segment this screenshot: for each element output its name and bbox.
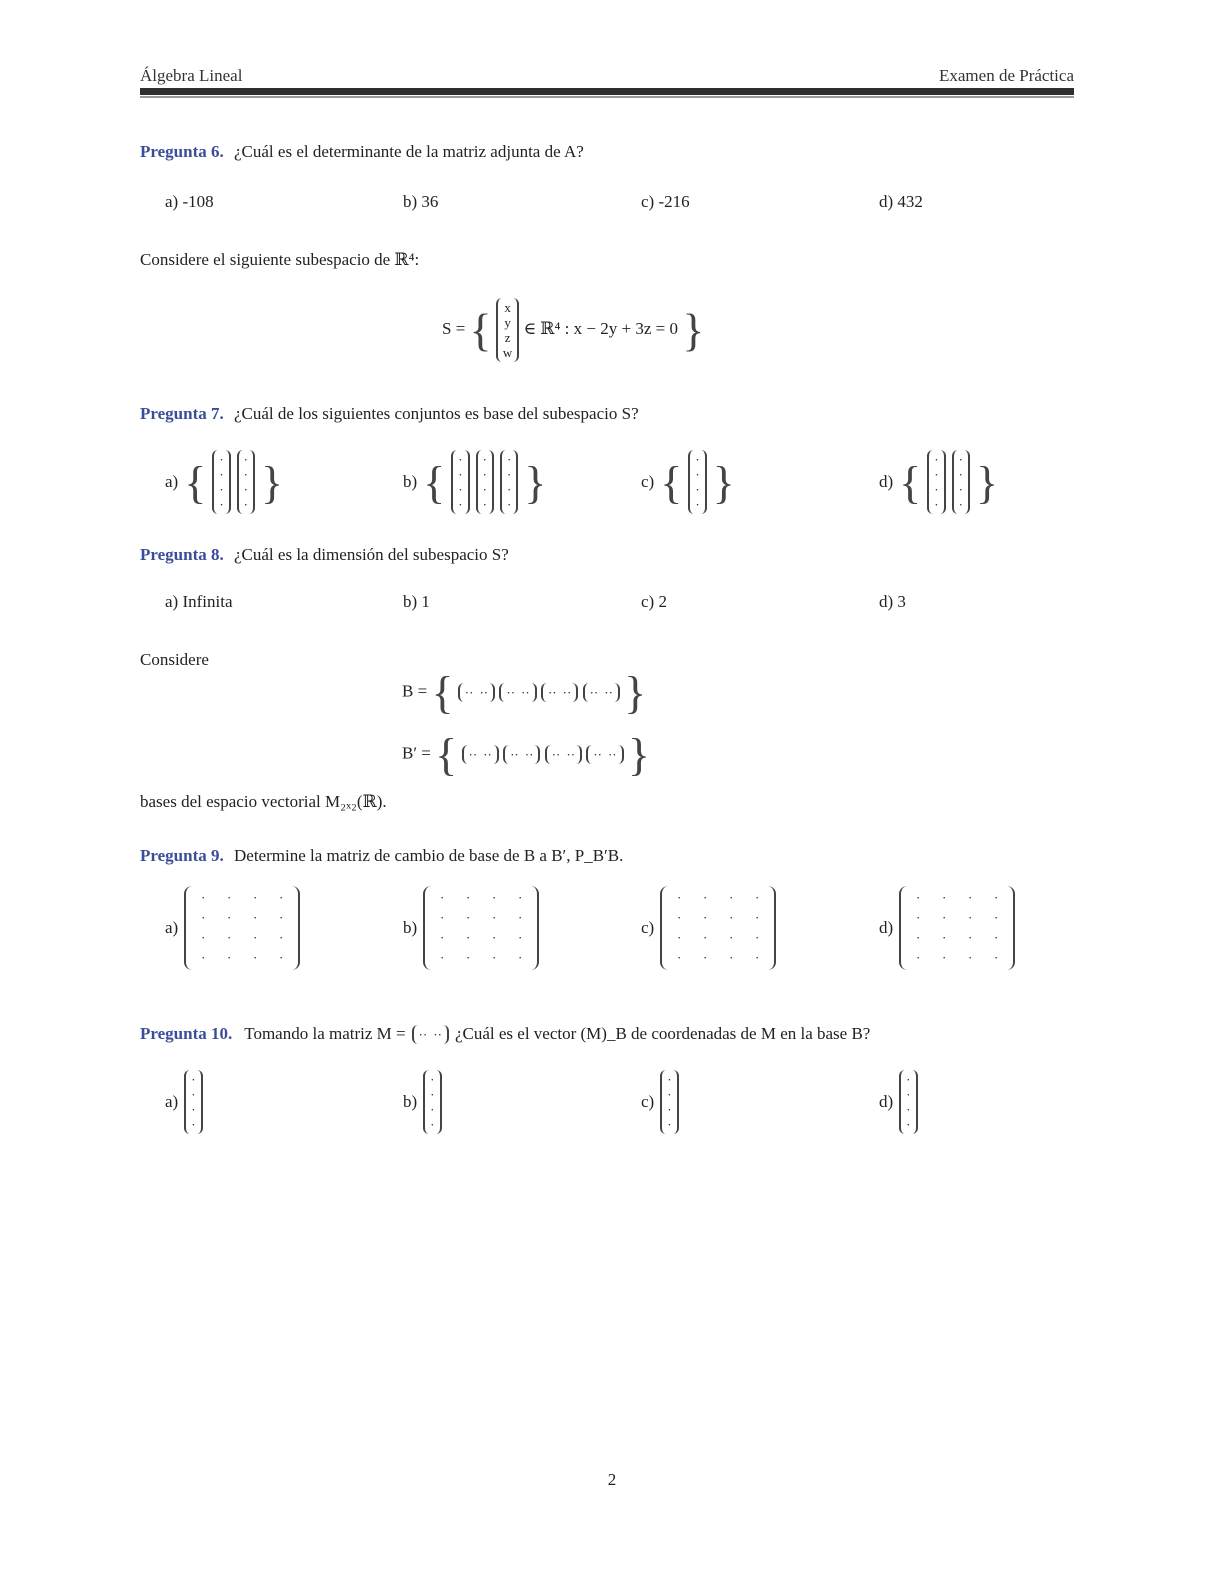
matrix-4x4: · · · · · · · · · · · · · · · · xyxy=(899,886,1015,970)
option-c[interactable] xyxy=(641,1070,679,1134)
option-d[interactable]: d) 3 xyxy=(879,592,906,611)
open-brace: { xyxy=(435,729,458,780)
matrix: ·· ·· xyxy=(541,683,578,702)
question-9-text: Determine la matriz de cambio de base de B a B′, P_B′B. xyxy=(234,846,624,865)
bases-intro: Considere xyxy=(140,650,209,669)
question-7 xyxy=(140,404,639,424)
basis-B-prime-lhs: B′ = xyxy=(402,743,436,763)
question-9-options xyxy=(165,886,1095,986)
vector-entry: w xyxy=(502,345,513,360)
matrix: ·· ·· xyxy=(462,745,499,764)
coordinate-vector: · · · · xyxy=(423,1070,441,1134)
question-10-options xyxy=(165,1070,1095,1160)
option-d[interactable] xyxy=(879,886,1015,970)
option-label: c) xyxy=(641,1092,655,1111)
option-b[interactable]: b) 36 xyxy=(403,192,439,211)
matrix: ·· ·· xyxy=(499,683,536,702)
matrix-4x4: · · · · · · · · · · · · · · · · xyxy=(660,886,776,970)
header-course-title: Álgebra Lineal xyxy=(140,66,243,85)
option-label: a) xyxy=(165,472,179,491)
question-10-text-after: ¿Cuál es el vector (M)_B de coordenadas de M en la base B? xyxy=(454,1024,871,1043)
vector: · · · · xyxy=(237,450,255,514)
question-6 xyxy=(140,142,584,162)
vector: · · · · xyxy=(927,450,945,514)
question-10 xyxy=(140,1024,870,1044)
basis-B xyxy=(402,666,646,719)
subspace-lhs: S = xyxy=(442,318,470,338)
subspace-intro: Considere el siguiente subespacio de ℝ⁴: xyxy=(140,250,420,269)
close-brace: } xyxy=(261,456,284,508)
option-d[interactable] xyxy=(879,450,998,514)
vector: · · · · xyxy=(688,450,706,514)
question-7-options xyxy=(165,450,1095,520)
question-6-options xyxy=(165,192,1065,222)
coordinate-vector: · · · · xyxy=(660,1070,678,1134)
option-a[interactable]: a) Infinita xyxy=(165,592,233,611)
option-d[interactable] xyxy=(879,1070,918,1134)
option-b[interactable] xyxy=(403,886,539,970)
question-9 xyxy=(140,846,623,866)
open-brace: { xyxy=(660,456,683,508)
matrix-M: ·· ·· xyxy=(412,1025,449,1044)
option-label: d) xyxy=(879,918,894,937)
option-c[interactable] xyxy=(641,450,735,514)
option-c[interactable]: c) 2 xyxy=(641,592,667,611)
question-7-label: Pregunta 7. xyxy=(140,404,224,423)
basis-B-prime xyxy=(402,728,650,781)
option-label: d) xyxy=(879,1092,894,1111)
bases-note: bases del espacio vectorial M₂ₓ₂(ℝ). xyxy=(140,792,387,811)
matrix: ·· ·· xyxy=(545,745,582,764)
vector-entry: y xyxy=(504,315,511,330)
vector: · · · · xyxy=(500,450,518,514)
close-brace: } xyxy=(624,667,647,718)
close-brace: } xyxy=(975,456,999,508)
option-label: c) xyxy=(641,472,655,491)
option-a[interactable]: a) -108 xyxy=(165,192,214,211)
subspace-condition: ∈ ℝ⁴ : x − 2y + 3z = 0 xyxy=(523,318,678,338)
option-d[interactable]: d) 432 xyxy=(879,192,923,211)
basis-B-lhs: B = xyxy=(402,681,432,701)
matrix-4x4: · · · · · · · · · · · · · · · · xyxy=(423,886,539,970)
option-b[interactable]: b) 1 xyxy=(403,592,430,611)
header-exam-title: Examen de Práctica xyxy=(939,66,1074,85)
page-header xyxy=(140,66,1074,96)
option-label: c) xyxy=(641,918,655,937)
coordinate-vector: · · · · xyxy=(184,1070,202,1134)
option-c[interactable] xyxy=(641,886,776,970)
question-7-text: ¿Cuál de los siguientes conjuntos es base del subespacio S? xyxy=(234,404,639,423)
question-6-label: Pregunta 6. xyxy=(140,142,224,161)
question-8-text: ¿Cuál es la dimensión del subespacio S? xyxy=(234,545,509,564)
open-brace: { xyxy=(184,456,207,508)
close-brace: } xyxy=(627,729,650,780)
option-a[interactable] xyxy=(165,886,300,970)
option-c[interactable]: c) -216 xyxy=(641,192,690,211)
option-a[interactable] xyxy=(165,1070,203,1134)
close-brace: } xyxy=(712,456,735,508)
close-brace: } xyxy=(682,304,705,356)
open-brace: { xyxy=(469,304,492,356)
option-label: b) xyxy=(403,918,418,937)
close-brace: } xyxy=(524,456,547,508)
option-label: a) xyxy=(165,918,179,937)
coordinate-vector: · · · · xyxy=(899,1070,917,1134)
question-9-label: Pregunta 9. xyxy=(140,846,224,865)
option-a[interactable] xyxy=(165,450,283,514)
question-8-label: Pregunta 8. xyxy=(140,545,224,564)
matrix: ·· ·· xyxy=(583,683,620,702)
question-6-text: ¿Cuál es el determinante de la matriz adjunta de A? xyxy=(234,142,584,161)
subspace-vector xyxy=(496,298,519,362)
matrix: ·· ·· xyxy=(458,683,495,702)
matrix: ·· ·· xyxy=(586,745,623,764)
question-8 xyxy=(140,545,509,565)
open-brace: { xyxy=(423,456,446,508)
vector: · · · · xyxy=(212,450,230,514)
matrix: ·· ·· xyxy=(503,745,540,764)
option-label: d) xyxy=(879,472,894,491)
option-label: b) xyxy=(403,1092,418,1111)
vector: · · · · xyxy=(451,450,469,514)
header-rule-thin xyxy=(140,96,1074,98)
option-b[interactable] xyxy=(403,450,546,514)
open-brace: { xyxy=(431,667,454,718)
option-label: b) xyxy=(403,472,418,491)
vector: · · · · xyxy=(476,450,494,514)
question-10-label: Pregunta 10. xyxy=(140,1024,233,1043)
matrix-4x4: · · · · · · · · · · · · · · · · xyxy=(184,886,300,970)
question-10-text: Tomando la matriz M = xyxy=(244,1024,406,1043)
open-brace: { xyxy=(899,456,922,508)
option-label: a) xyxy=(165,1092,179,1111)
vector: · · · · xyxy=(952,450,970,514)
question-8-options xyxy=(165,592,1065,622)
page-number: 2 xyxy=(607,1470,617,1489)
header-rule xyxy=(140,88,1074,95)
vector-entry: x xyxy=(504,300,511,315)
vector-entry: z xyxy=(504,330,511,345)
option-b[interactable] xyxy=(403,1070,442,1134)
subspace-definition xyxy=(442,298,704,362)
